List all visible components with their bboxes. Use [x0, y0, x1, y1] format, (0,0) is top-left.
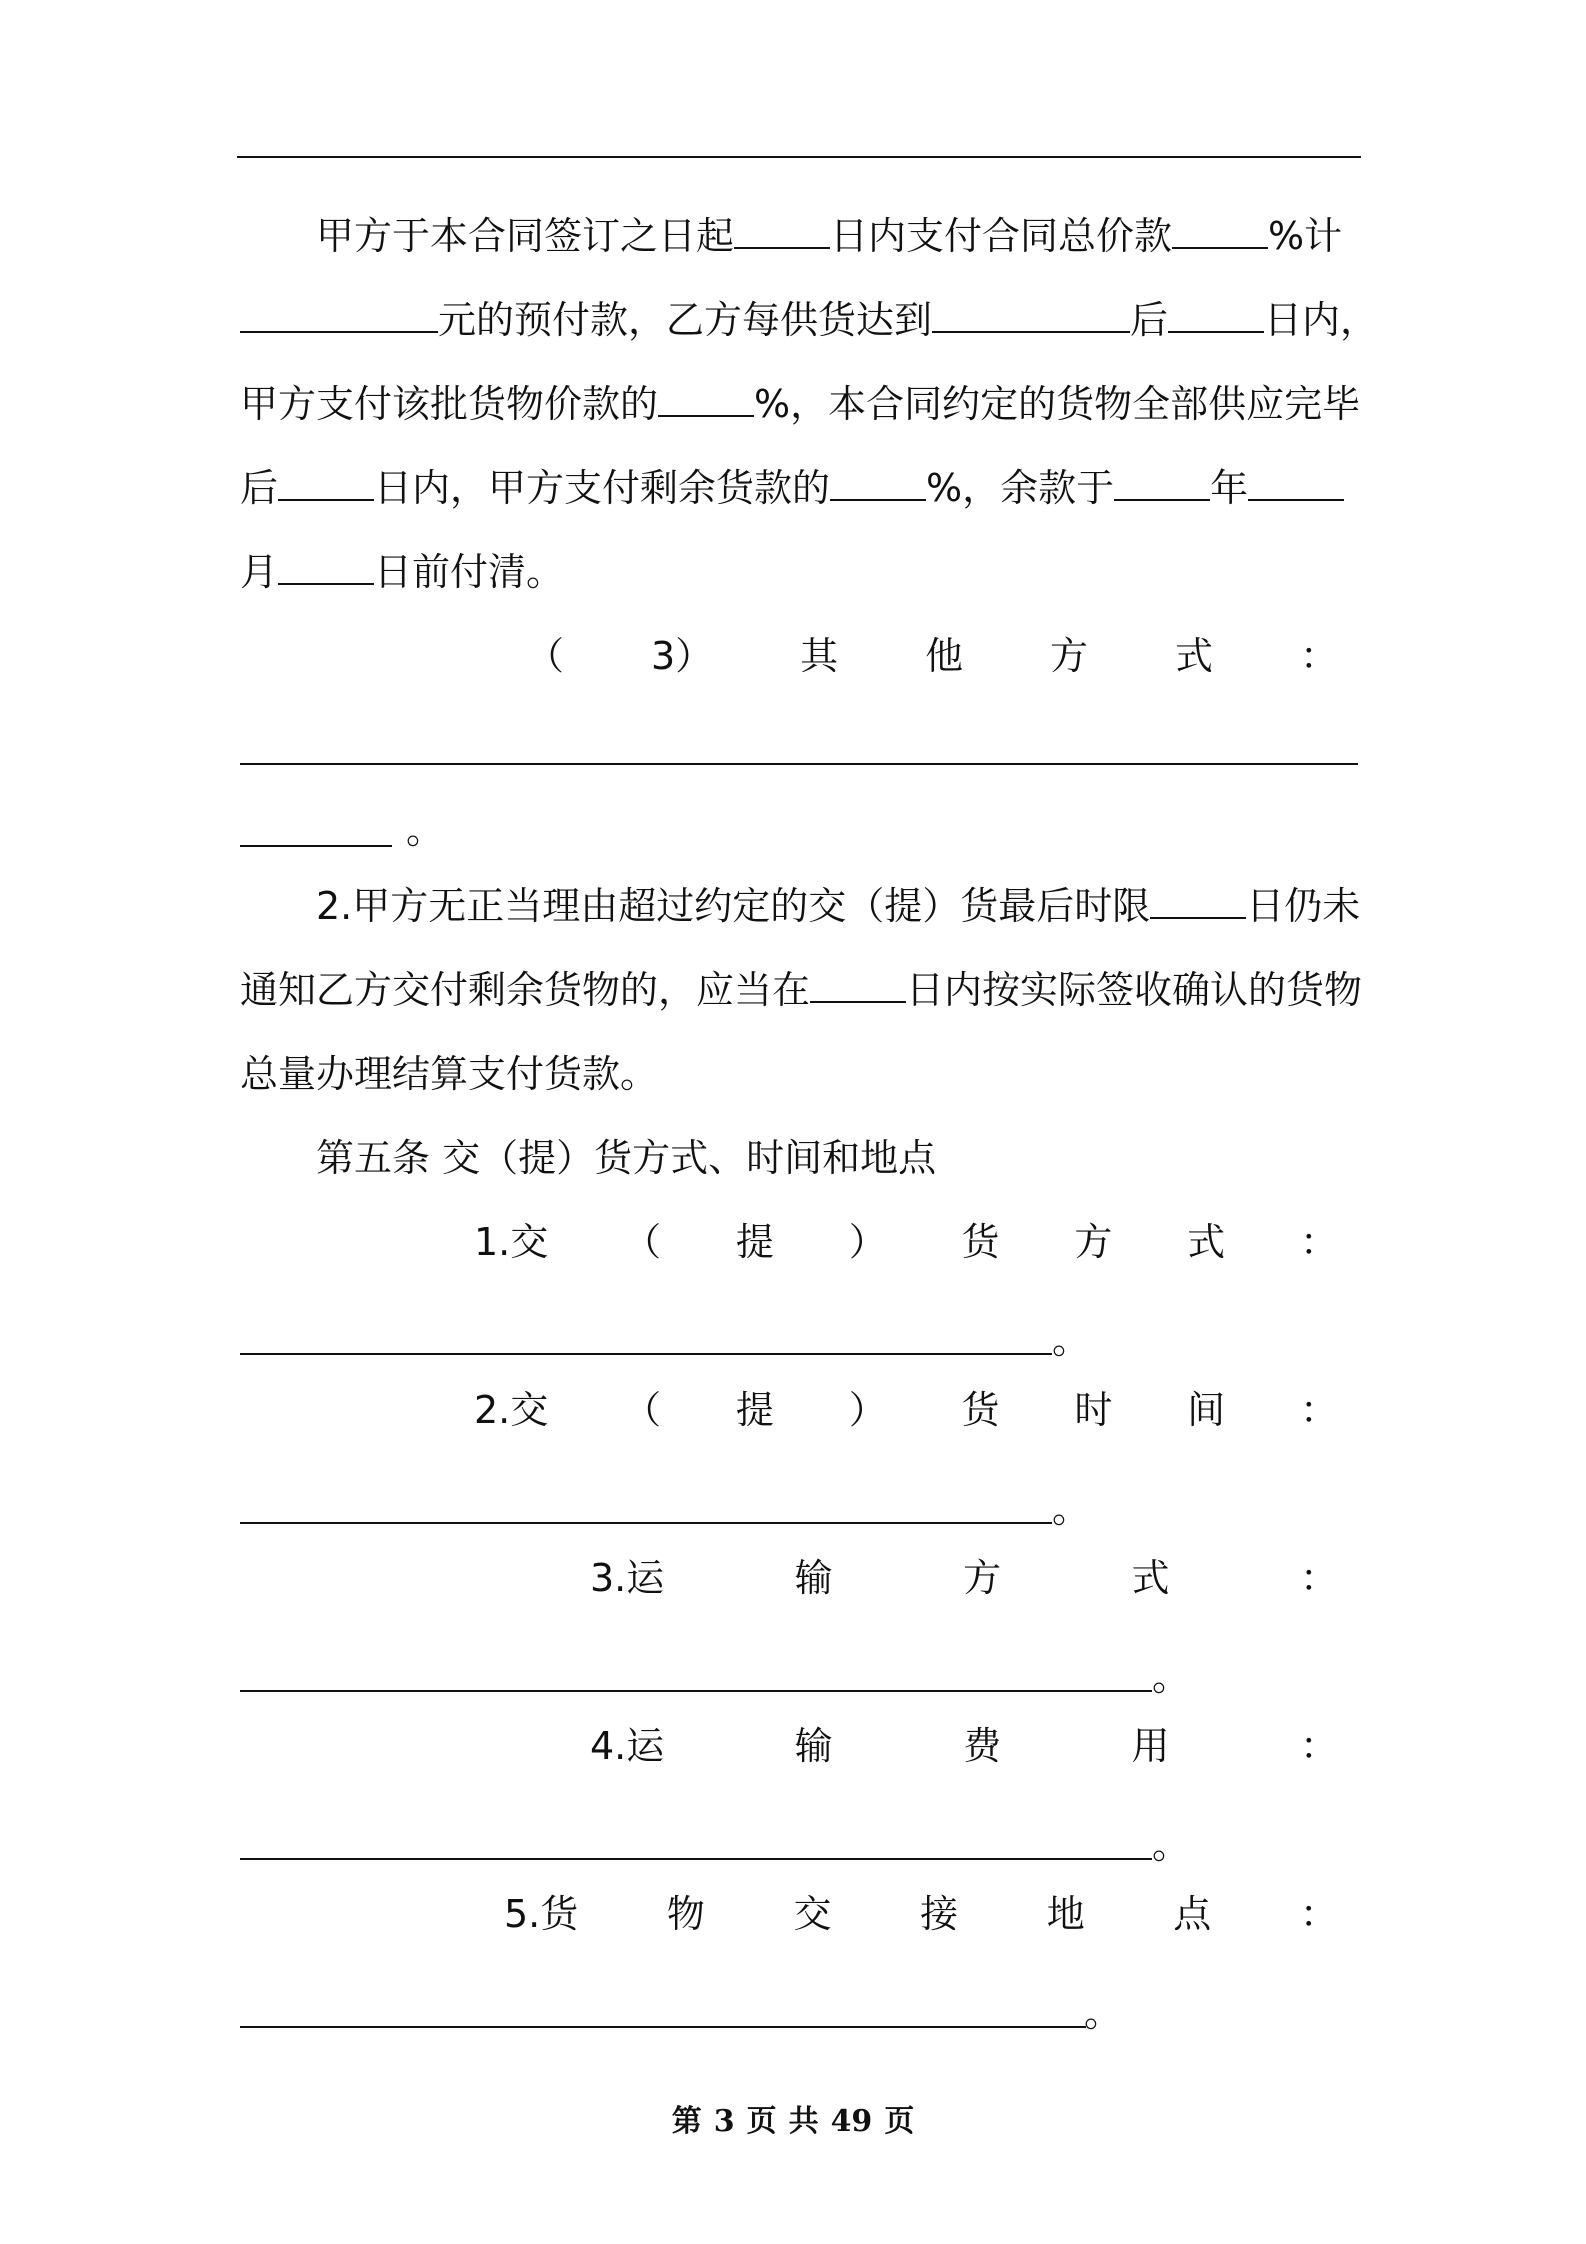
- text: 第五条 交（提）货方式、时间和地点: [316, 1136, 937, 1180]
- text: 4.运: [590, 1724, 665, 1768]
- blank-field[interactable]: [278, 463, 374, 501]
- text: 他: [925, 634, 964, 678]
- text: 后: [240, 466, 279, 510]
- blank-field[interactable]: [1114, 463, 1210, 501]
- text: 输: [794, 1556, 833, 1600]
- text: ：: [1299, 1220, 1338, 1264]
- text: 点: [1173, 1892, 1212, 1936]
- text: （: [623, 1388, 662, 1432]
- text: 通知乙方交付剩余货物的，应当在: [240, 968, 811, 1012]
- text: 3.运: [590, 1556, 665, 1600]
- text: 其: [800, 634, 839, 678]
- text: 5.货: [504, 1892, 579, 1936]
- text: 输: [794, 1724, 833, 1768]
- text: ：: [1299, 1388, 1338, 1432]
- item-other-method: [526, 626, 1338, 686]
- text: 甲方支付该批货物价款的: [240, 382, 659, 426]
- item-delivery-method: [474, 1212, 1338, 1272]
- period: 。: [1052, 1318, 1091, 1362]
- blank-field[interactable]: [1168, 295, 1264, 333]
- text: 间: [1187, 1388, 1226, 1432]
- total-pages: 49: [830, 2104, 873, 2139]
- text: 时: [1074, 1388, 1113, 1432]
- text: 日内按实际签收确认的货物: [906, 968, 1363, 1012]
- fill-line[interactable]: [240, 1858, 1152, 1860]
- text: ：: [1299, 1556, 1338, 1600]
- period: 。: [1152, 1655, 1191, 1699]
- text: 式: [1131, 1556, 1170, 1600]
- paragraph-line: [240, 876, 1360, 936]
- text: （: [623, 1220, 662, 1264]
- text: 共: [788, 2104, 819, 2139]
- blank-field[interactable]: [734, 211, 830, 249]
- fill-line[interactable]: [240, 1522, 1052, 1524]
- text: 总量办理结算支付货款。: [240, 1052, 659, 1096]
- text: 货: [961, 1388, 1000, 1432]
- text: 年: [1210, 466, 1249, 510]
- text: 3）: [650, 634, 714, 678]
- item-handover-location: [504, 1884, 1338, 1944]
- text: 交: [793, 1892, 832, 1936]
- text: 用: [1131, 1724, 1170, 1768]
- text: 后: [1130, 298, 1169, 342]
- paragraph-line: [240, 1044, 1360, 1104]
- page-number: 3: [713, 2104, 735, 2139]
- text: 甲方于本合同签订之日起: [316, 214, 735, 258]
- header-rule: [237, 156, 1361, 158]
- text: 2.甲方无正当理由超过约定的交（提）货最后时限: [316, 884, 1151, 928]
- text: 元的预付款，乙方每供货达到: [438, 298, 933, 342]
- blank-field[interactable]: [1248, 463, 1344, 501]
- text: 页: [884, 2104, 915, 2139]
- blank-field[interactable]: [830, 463, 926, 501]
- text: 日内，: [1264, 298, 1379, 342]
- text: 式: [1175, 634, 1214, 678]
- text: %，本合同约定的货物全部供应完毕: [754, 382, 1361, 426]
- paragraph-line: [240, 206, 1360, 266]
- item-transport-cost: [590, 1716, 1338, 1776]
- text: 方: [963, 1556, 1002, 1600]
- blank-field[interactable]: [932, 295, 1130, 333]
- text: 日内，甲方支付剩余货款的: [374, 466, 831, 510]
- fill-line[interactable]: [240, 2026, 1086, 2028]
- fill-line[interactable]: [240, 763, 1358, 765]
- blank-field[interactable]: [240, 295, 438, 333]
- page-footer: [0, 2096, 1586, 2140]
- period: 。: [1152, 1823, 1191, 1867]
- text: 费: [963, 1724, 1002, 1768]
- paragraph-line: [240, 458, 1360, 518]
- blank-field[interactable]: [810, 965, 906, 1003]
- fill-line[interactable]: [240, 1353, 1052, 1355]
- period: 。: [1084, 1991, 1123, 2035]
- text: （: [526, 634, 565, 678]
- blank-field[interactable]: [278, 547, 374, 585]
- text: ：: [1299, 1724, 1338, 1768]
- text: 2.交: [474, 1388, 549, 1432]
- text: 物: [666, 1892, 705, 1936]
- text: ）: [848, 1220, 887, 1264]
- period: 。: [1052, 1487, 1091, 1531]
- paragraph-line: [240, 374, 1360, 434]
- text: ：: [1299, 634, 1338, 678]
- text: 日前付清。: [374, 550, 565, 594]
- text: 月: [240, 550, 279, 594]
- text: 地: [1046, 1892, 1085, 1936]
- text: 日内支付合同总价款: [830, 214, 1173, 258]
- period: 。: [406, 808, 445, 852]
- blank-field[interactable]: [1172, 211, 1268, 249]
- text: %计: [1268, 214, 1343, 258]
- article-title: [240, 1128, 1360, 1188]
- text: 日仍未: [1246, 884, 1361, 928]
- fill-line[interactable]: [240, 845, 392, 847]
- paragraph-line: [240, 542, 1360, 602]
- text: ：: [1299, 1892, 1338, 1936]
- text: 提: [735, 1220, 774, 1264]
- text: 式: [1187, 1220, 1226, 1264]
- text: 提: [735, 1388, 774, 1432]
- text: 页: [746, 2104, 777, 2139]
- text: 1.交: [474, 1220, 549, 1264]
- item-delivery-time: [474, 1380, 1338, 1440]
- text: 方: [1074, 1220, 1113, 1264]
- item-transport-method: [590, 1548, 1338, 1608]
- text: 接: [920, 1892, 959, 1936]
- paragraph-line: [240, 290, 1379, 350]
- fill-line[interactable]: [240, 1690, 1152, 1692]
- paragraph-line: [240, 960, 1363, 1020]
- text: 第: [671, 2104, 702, 2139]
- text: %，余款于: [926, 466, 1115, 510]
- blank-field[interactable]: [658, 379, 754, 417]
- text: 货: [961, 1220, 1000, 1264]
- text: ）: [848, 1388, 887, 1432]
- blank-field[interactable]: [1150, 881, 1246, 919]
- text: 方: [1050, 634, 1089, 678]
